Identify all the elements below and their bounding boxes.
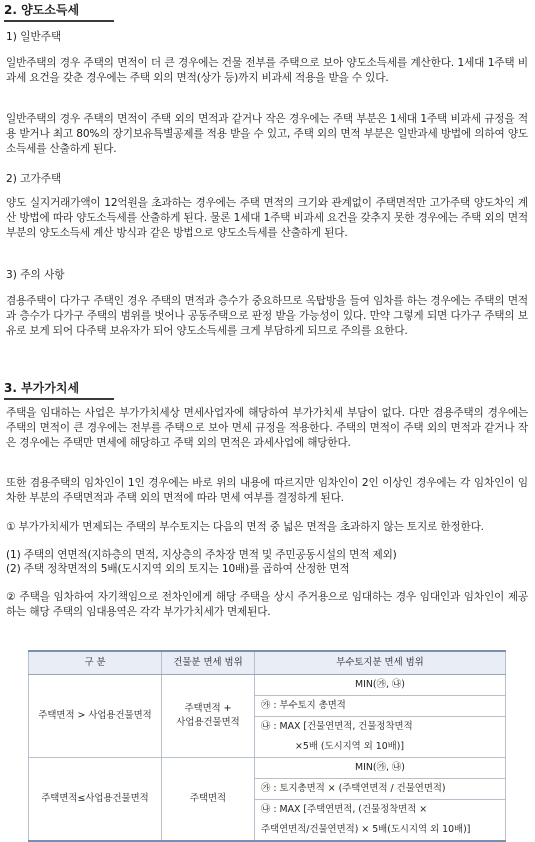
section-heading-vat: 3. 부가가치세 <box>4 378 114 400</box>
table-cell-land: ㉯ : MAX [주택연면적, (건물정착면적 × <box>255 800 506 821</box>
paragraph-vat-4: ② 주택을 임차하여 자기책임으로 전차인에게 해당 주택을 상시 주거용으로 임대하는 경우 임대인과 임차인이 제공하는 해당 주택의 임대용역은 각각 부가가치세가 면제된다. <box>6 591 528 618</box>
table-cell-building-line: 사업용건물면적 <box>176 717 240 728</box>
paragraph-general-house-1: 일반주택의 경우 주택의 면적이 더 큰 경우에는 건물 전부를 주택으로 보아 양도소득세를 계산한다. 1세대 1주택 비과세 요건을 갖춘 경우에는 주택 외의 면적(상가 등)까지 비과세 적용을 받을 수 있다. <box>6 57 528 84</box>
paragraph-vat-2: 또한 겸용주택의 임차인이 1인 경우에는 바로 위의 내용에 따르지만 임차인이 2인 이상인 경우에는 각 임차인이 임차한 부분의 주택면적과 주택 외의 면적에 따라 면세 여부를 결정하게 된다. <box>6 477 528 504</box>
paragraph-luxury-house: 양도 실지거래가액이 12억원을 초과하는 경우에는 주택 면적의 크기와 관계없이 주택면적만 고가주택 양도차익 계산 방법에 따라 양도소득세를 산출하게 된다. 물론 1세대 1주택 비과세 요건을 갖추지 못한 경우에는 주택 외의 면적 부분의 양도소득세 계산 방식과 같은 방법으로 양도소득세를 산출하게 된다. <box>6 197 528 239</box>
table-cell-category: 주택면적 > 사업용건물면적 <box>29 675 162 758</box>
paragraph-general-house-2: 일반주택의 경우 주택의 면적이 주택 외의 면적과 같거나 작은 경우에는 주택 부분은 1세대 1주택 비과세 규정을 적용 받거나 최고 80%의 장기보유특별공제를 적용 받을 수 있고, 주택 외의 면적 부분은 일반과세 방법에 의하여 양도소득세를 산출하게 된다. <box>6 113 528 155</box>
paragraph-caution: 겸용주택이 다가구 주택인 경우 주택의 면적과 층수가 중요하므로 옥탑방을 들여 임차를 하는 경우에는 주택의 면적과 층수가 다가구 주택의 범위를 벗어나 공동주택으로 판정 받을 가능성이 있다. 만약 그렇게 되면 다가구 주택의 보유로 보게 되어 다주택 보유자가 되어 양도소득세를 크게 부담하게 되므로 주의를 요한다. <box>6 295 528 337</box>
table-cell-category: 주택면적≤사업용건물면적 <box>29 758 162 842</box>
table-header-row <box>29 651 506 675</box>
table-header-building: 건물분 면세 범위 <box>162 651 255 675</box>
paragraph-vat-3a: ① 부가가치세가 면제되는 주택의 부수토지는 다음의 면적 중 넓은 면적을 초과하지 않는 토지로 한정한다. <box>6 521 484 533</box>
table-cell-land: ×5배 (도시지역 외 10배)] <box>255 737 506 758</box>
subheading-caution: 3) 주의 사항 <box>6 269 65 281</box>
paragraph-vat-1: 주택을 임대하는 사업은 부가가치세상 면세사업자에 해당하여 부가가치세 부담이 없다. 다만 겸용주택의 경우에는 주택의 면적이 큰 경우에는 전부를 주택으로 보아 면세 규정을 적용한다. 주택의 면적이 주택 외의 면적과 같거나 작은 경우에는 주택만 면세에 해당하고 주택 외의 면적은 과세사업에 해당한다. <box>6 407 528 449</box>
paragraph-vat-3b: (1) 주택의 연면적(지하층의 면적, 지상층의 주차장 면적 및 주민공동시설의 면적 제외) <box>6 549 397 561</box>
table-header-land: 부수토지분 면세 범위 <box>255 651 506 675</box>
table-row <box>29 758 506 779</box>
table-cell-land: ㉮ : 부수토지 총면적 <box>255 696 506 717</box>
table-cell-building <box>162 675 255 758</box>
section-heading-capital-gains-tax: 2. 양도소득세 <box>4 0 114 22</box>
table-cell-land: ㉯ : MAX [건물연면적, 건물정착면적 <box>255 717 506 738</box>
subheading-luxury-house: 2) 고가주택 <box>6 173 62 185</box>
table-cell-building: 주택면적 <box>162 758 255 842</box>
table-cell-land-min: MIN(㉮, ㉯) <box>255 675 506 696</box>
table-header-category: 구 분 <box>29 651 162 675</box>
table-cell-land-min: MIN(㉮, ㉯) <box>255 758 506 779</box>
table-cell-building-line: 주택면적 + <box>184 703 232 714</box>
table-cell-land: 주택연면적/건물연면적) × 5배(도시지역 외 10배)] <box>255 820 506 841</box>
paragraph-vat-3c: (2) 주택 정착면적의 5배(도시지역 외의 토지는 10배)를 곱하여 산정한 면적 <box>6 563 350 575</box>
table-row <box>29 675 506 696</box>
subheading-general-house: 1) 일반주택 <box>6 31 62 43</box>
table-cell-land: ㉮ : 토지총면적 × (주택연면적 / 건물연면적) <box>255 779 506 800</box>
tax-exemption-table <box>28 650 506 842</box>
